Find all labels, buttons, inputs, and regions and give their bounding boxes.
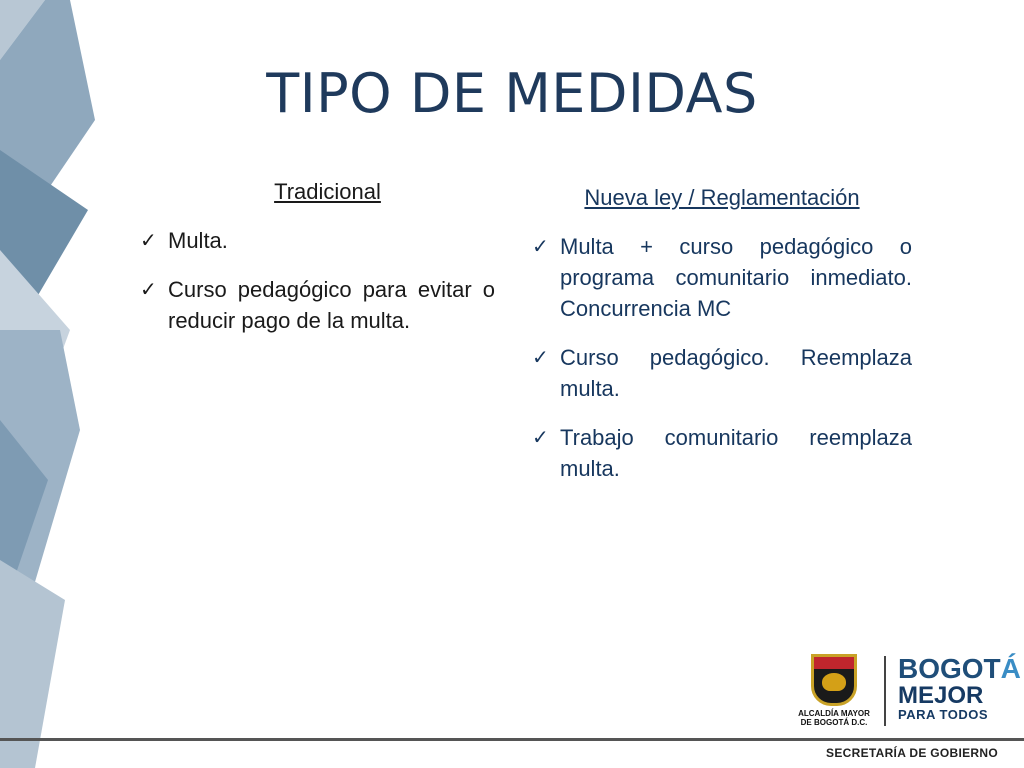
list-item — [140, 274, 495, 336]
list-item — [532, 342, 912, 404]
list-item-text: Trabajo comunitario reemplaza multa. — [560, 425, 912, 481]
slide-title: TIPO DE MEDIDAS — [266, 62, 758, 125]
check-icon: ✓ — [532, 425, 549, 449]
footer-rule — [0, 738, 1024, 741]
check-icon: ✓ — [532, 234, 549, 258]
alcaldia-logo — [796, 654, 872, 728]
list-item — [532, 231, 912, 324]
bogota-logo-line3: PARA TODOS — [898, 707, 988, 722]
bogota-mejor-logo — [898, 653, 1021, 722]
column-new-law — [532, 182, 912, 502]
check-icon: ✓ — [140, 277, 157, 301]
list-item — [140, 225, 495, 256]
column-traditional — [140, 176, 495, 354]
list-item-text: Curso pedagógico para evitar o reducir pago de la multa. — [168, 277, 495, 333]
list-item-text: Multa. — [168, 228, 228, 253]
check-icon: ✓ — [532, 345, 549, 369]
traditional-list — [140, 225, 495, 336]
logo-divider — [884, 656, 886, 726]
new-law-list — [532, 231, 912, 484]
list-item-text: Curso pedagógico. Reemplaza multa. — [560, 345, 912, 401]
deco-shape-6 — [0, 560, 65, 768]
check-icon: ✓ — [140, 228, 157, 252]
list-item-text: Multa + curso pedagógico o programa comunitario inmediato. Concurrencia MC — [560, 234, 912, 321]
bogota-logo-line1: BOGOTÁ — [898, 653, 1021, 684]
alcaldia-logo-text: ALCALDÍA MAYOR DE BOGOTÁ D.C. — [798, 709, 870, 727]
bogota-logo-line2: MEJOR — [898, 682, 984, 709]
coat-of-arms-icon — [811, 654, 857, 706]
list-item — [532, 422, 912, 484]
footer-text: SECRETARÍA DE GOBIERNO — [826, 746, 998, 760]
column-heading-traditional: Tradicional — [274, 179, 381, 204]
column-heading-new-law: Nueva ley / Reglamentación — [584, 185, 860, 210]
